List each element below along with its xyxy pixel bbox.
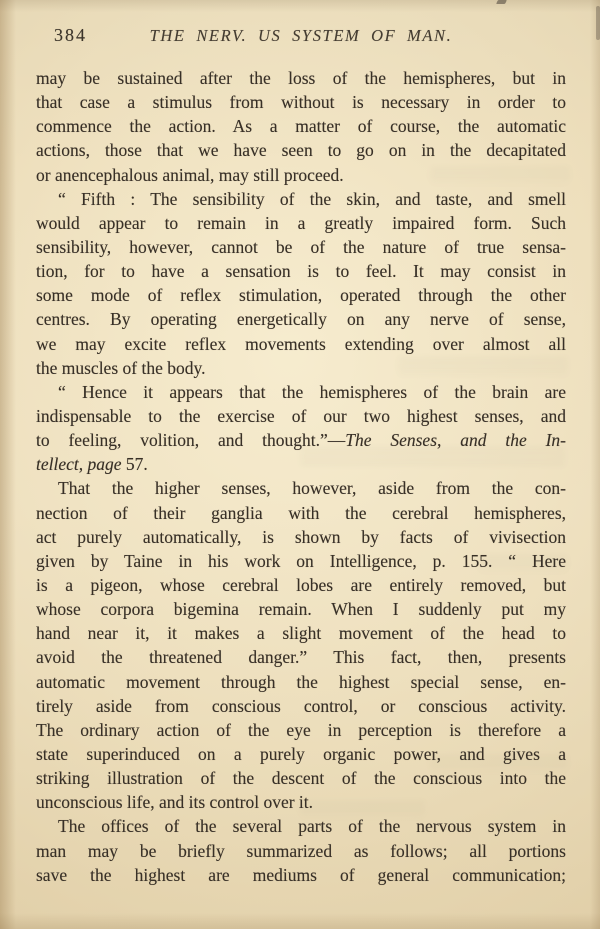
text-line: striking illustration of the descent of the conscious into the [36, 768, 566, 789]
text-line: “ Fifth : The sensibility of the skin, and taste, and smell [58, 188, 566, 209]
text-line: would appear to remain in a greatly impaired form. Such [36, 212, 566, 233]
text-line: That the higher senses, however, aside from the con- [58, 478, 566, 499]
text-line: whose corpora bigemina remain. When I suddenly put my [36, 599, 566, 620]
page-edge-shadow-left [0, 0, 16, 929]
page-number: 384 [54, 25, 87, 45]
text-line: to feeling, volition, and thought.”—The Senses, and the In- [36, 430, 566, 451]
page-edge-shadow-bottom [0, 913, 600, 929]
text-line: actions, those that we have seen to go on in the decapitated [36, 140, 566, 161]
text-line: nection of their ganglia with the cerebral hemispheres, [36, 502, 566, 523]
text-line: The ordinary action of the eye in perception is therefore a [36, 719, 566, 740]
text-line: is a pigeon, whose cerebral lobes are entirely removed, but [36, 574, 566, 595]
running-title: THE NERV. US SYSTEM OF MAN. [149, 26, 453, 45]
paragraph [36, 66, 566, 187]
text-line: The offices of the several parts of the nervous system in [58, 816, 566, 837]
text-line: “ Hence it appears that the hemispheres of the brain are [58, 381, 566, 402]
text-line: hand near it, it makes a slight movement of the head to [36, 623, 566, 644]
text-line: commence the action. As a matter of course, the automatic [36, 116, 566, 137]
text-line: that case a stimulus from without is necessary in order to [36, 92, 566, 113]
text-line: centres. By operating energetically on any nerve of sense, [36, 309, 566, 330]
text-line: indispensable to the exercise of our two highest senses, and [36, 405, 566, 426]
scan-artifact-speck [496, 0, 507, 4]
paragraph [36, 476, 566, 814]
text-line: man may be briefly summarized as follows; all portions [36, 840, 566, 861]
scan-artifact-speck [596, 6, 600, 40]
text-line: tirely aside from conscious control, or conscious activity. [36, 695, 566, 716]
text-line: may be sustained after the loss of the hemispheres, but in [36, 68, 566, 88]
text-line: or anencephalous animal, may still proceed. [36, 164, 344, 185]
text-line: given by Taine in his work on Intelligence, p. 155. “ Here [36, 550, 566, 571]
text-line: tion, for to have a sensation is to feel. It may consist in [36, 261, 566, 282]
paragraph [36, 187, 566, 380]
text-line: save the highest are mediums of general communication; [36, 864, 566, 885]
text-line: act purely automatically, is shown by facts of vivisection [36, 526, 566, 547]
text-line: sensibility, however, cannot be of the nature of true sensa- [36, 236, 566, 257]
text-line: some mode of reflex stimulation, operated through the other [36, 285, 566, 306]
paragraph [36, 814, 566, 886]
page-header [36, 25, 566, 47]
text-line: tellect, page 57. [36, 454, 148, 475]
text-block [36, 66, 566, 887]
text-line: avoid the threatened danger.” This fact, then, presents [36, 647, 566, 668]
text-line: automatic movement through the highest special sense, en- [36, 671, 566, 692]
text-line: state superinduced on a purely organic power, and gives a [36, 743, 566, 764]
text-line: we may excite reflex movements extending over almost all [36, 333, 566, 354]
page-edge-shadow-top [0, 0, 600, 12]
text-line: the muscles of the body. [36, 357, 206, 378]
paragraph [36, 380, 566, 477]
text-line: unconscious life, and its control over it. [36, 792, 314, 813]
page-edge-shadow-right [590, 0, 600, 929]
